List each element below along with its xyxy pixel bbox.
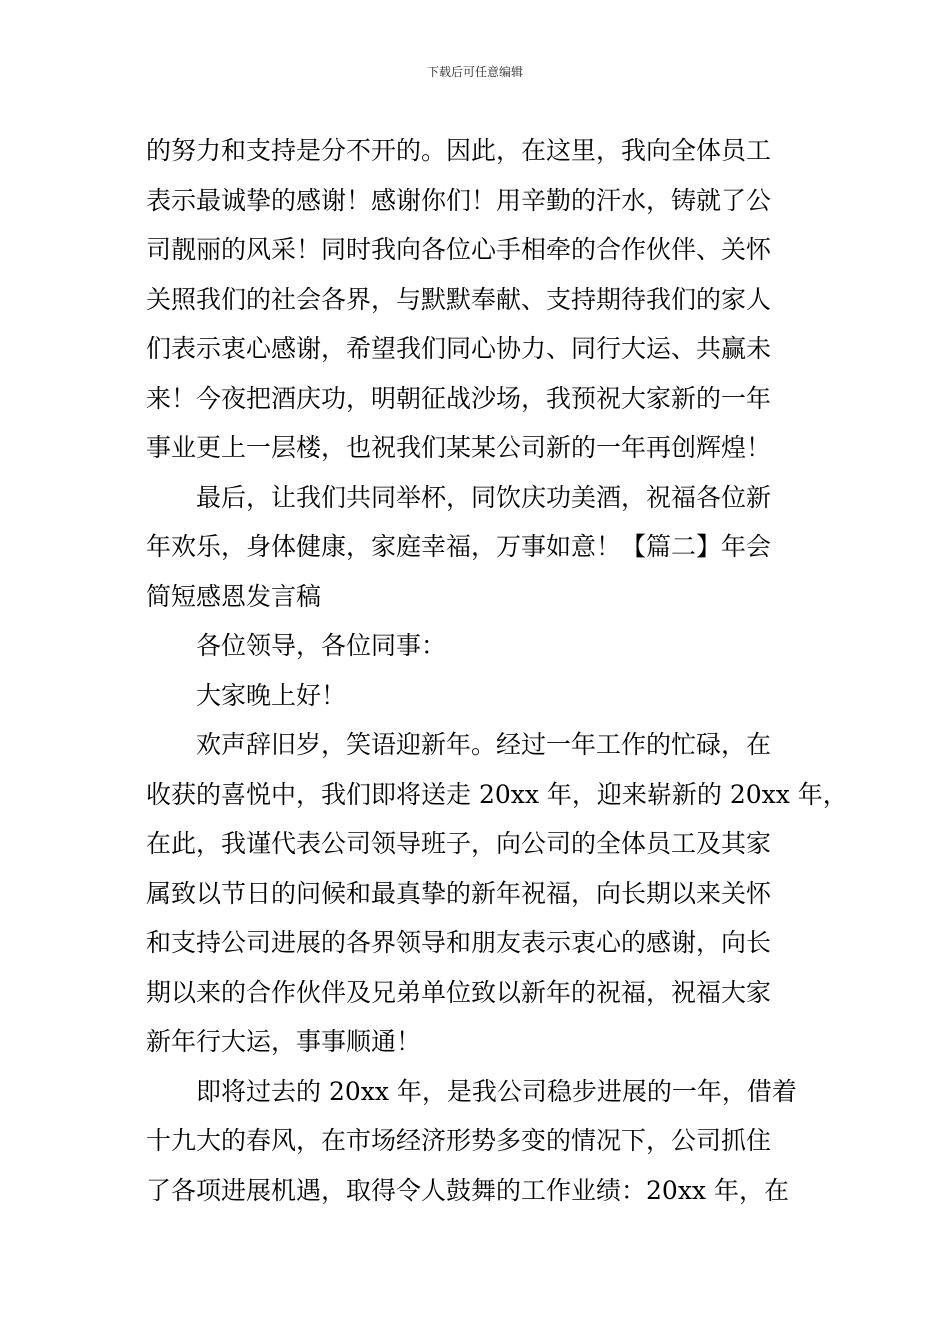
text-line: 即将过去的 20xx 年，是我公司稳步进展的一年，借着	[196, 1076, 797, 1106]
text-line: 的努力和支持是分不开的。因此，在这里，我向全体员工	[146, 136, 772, 165]
text-line: 大家晚上好！	[196, 680, 347, 710]
text-line: 最后，让我们共同举杯，同饮庆功美酒，祝福各位新	[196, 482, 772, 512]
document-body	[146, 126, 848, 1215]
text-line: 年欢乐，身体健康，家庭幸福，万事如意！【篇二】年会	[146, 532, 772, 561]
text-line: 事业更上一层楼，也祝我们某某公司新的一年再创辉煌！	[146, 433, 772, 462]
page-header: 下载后可任意编辑	[426, 65, 523, 79]
text-line: 属致以节日的问候和最真挚的新年祝福，向长期以来关怀	[146, 878, 772, 908]
text-line: 收获的喜悦中，我们即将送走 20xx 年，迎来崭新的 20xx 年，	[146, 779, 848, 809]
text-line: 司靓丽的风采！同时我向各位心手相牵的合作伙伴、关怀	[146, 235, 772, 264]
text-line: 们表示衷心感谢，希望我们同心协力、同行大运、共赢未	[146, 334, 772, 363]
text-line: 各位领导，各位同事：	[196, 631, 447, 660]
text-line: 关照我们的社会各界，与默默奉献、支持期待我们的家人	[146, 284, 772, 314]
text-line: 了各项进展机遇，取得令人鼓舞的工作业绩：20xx 年，在	[146, 1175, 789, 1205]
text-line: 来！今夜把酒庆功，明朝征战沙场，我预祝大家新的一年	[146, 383, 772, 413]
text-line: 新年行大运，事事顺通！	[146, 1027, 422, 1056]
text-line: 和支持公司进展的各界领导和朋友表示衷心的感谢，向长	[146, 928, 772, 957]
text-line: 期以来的合作伙伴及兄弟单位致以新年的祝福，祝福大家	[146, 977, 772, 1007]
text-line: 欢声辞旧岁，笑语迎新年。经过一年工作的忙碌，在	[196, 730, 772, 759]
text-line: 在此，我谨代表公司领导班子，向公司的全体员工及其家	[146, 829, 772, 858]
text-line: 表示最诚挚的感谢！感谢你们！用辛勤的汗水，铸就了公	[146, 185, 772, 215]
text-line: 十九大的春风，在市场经济形势多变的情况下，公司抓住	[146, 1126, 772, 1155]
text-line: 简短感恩发言稿	[146, 581, 322, 611]
